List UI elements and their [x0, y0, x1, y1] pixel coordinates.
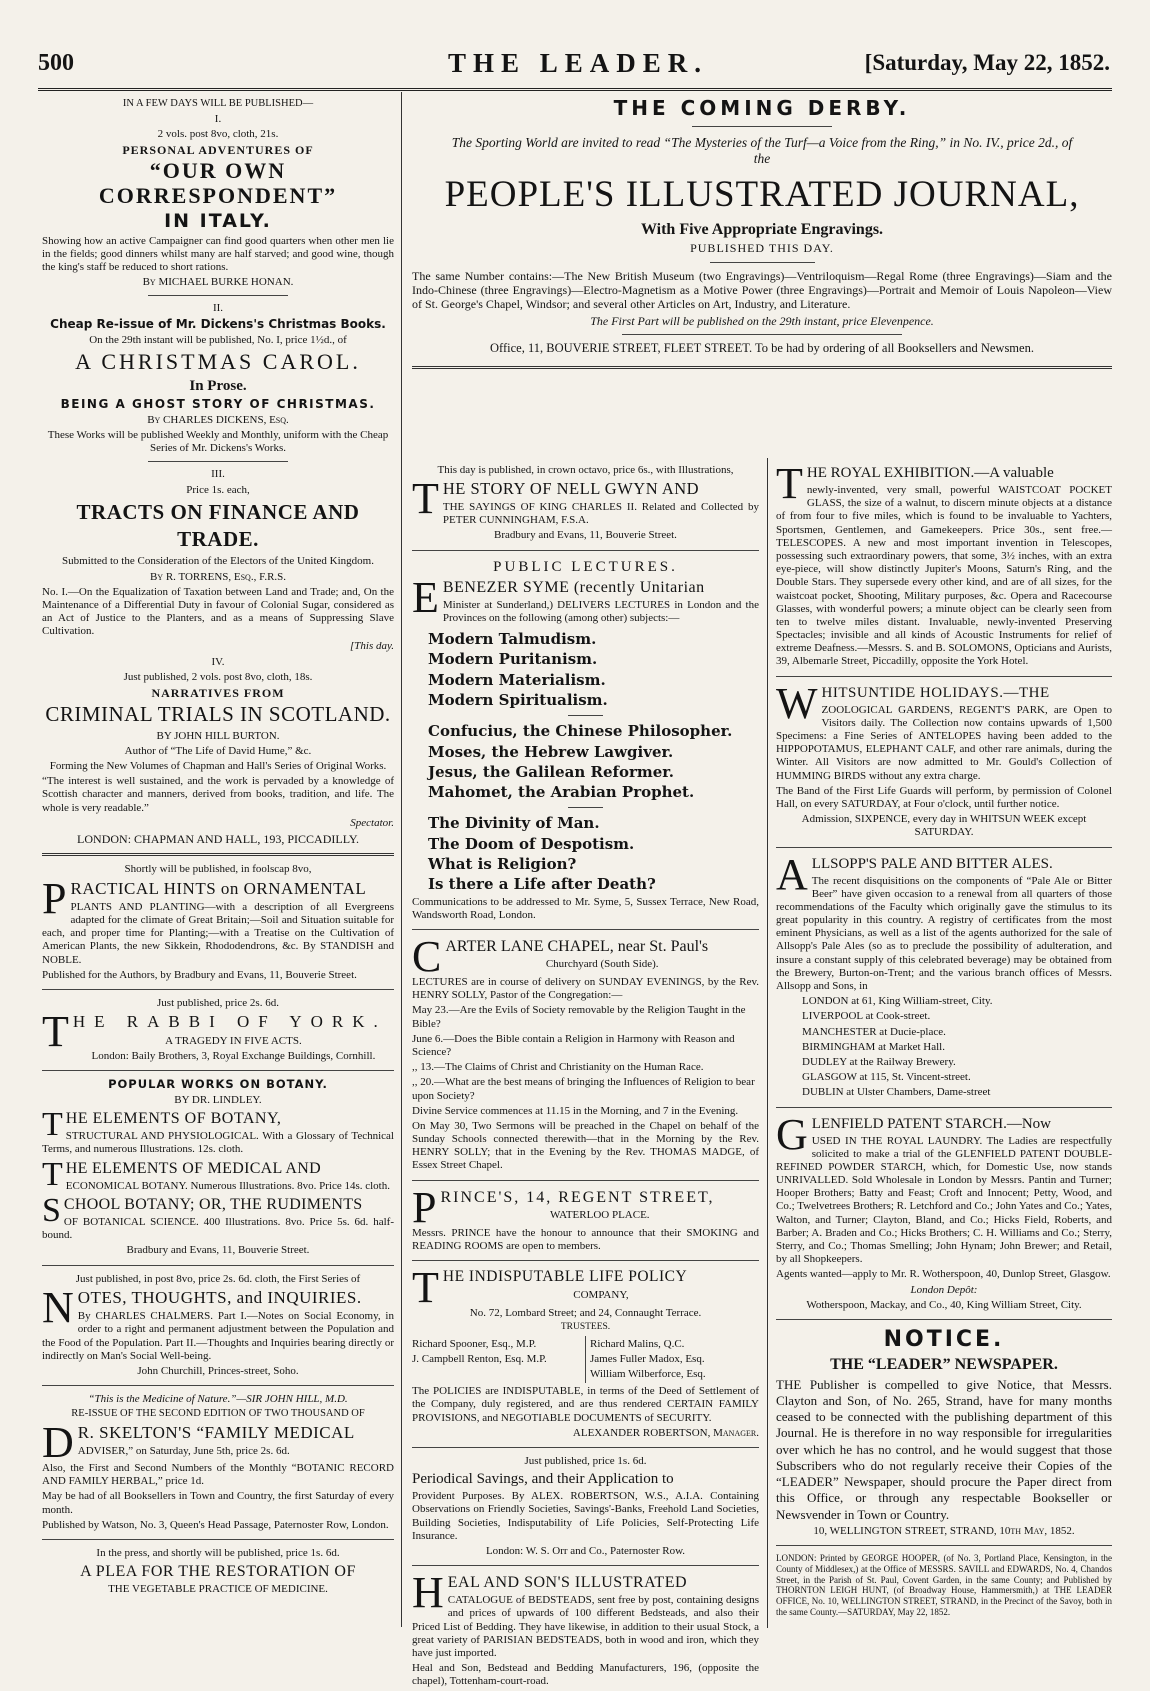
body: The Band of the First Life Guards will perform, by permission of Colonel Hall, on every SATURDAY, at Four o'clock, until further notice.	[776, 784, 1112, 810]
section-num: I.	[214, 112, 222, 125]
note: The First Part will be published on the 29th instant, price Elevenpence.	[590, 313, 934, 328]
drop-cap: A	[776, 849, 808, 899]
notice-subtitle: THE “LEADER” NEWSPAPER.	[830, 1356, 1058, 1374]
body: STRUCTURAL AND PHYSIOLOGICAL. With a Glossary of Technical Terms, and numerous Illustrations. 12s. cloth.	[42, 1130, 394, 1156]
issue-date: [Saturday, May 22, 1852.	[864, 50, 1110, 75]
author: By MICHAEL BURKE HONAN.	[142, 276, 294, 289]
address: Wotherspoon, Mackay, and Co., 40, King William Street, City.	[806, 1298, 1082, 1311]
drop-cap: S	[42, 1191, 61, 1229]
notice-body: THE Publisher is compelled to give Notice, that Messrs. Clayton and Son, of No. 265, Strand, have for many months ceased to be connected with the publishing department of this Journal. He is therefore in no way responsible for irregularities over which he has no control, and he would suggest that those Subscribers who do not regularly receive their Copies of the “LEADER” Newspaper, should procure the Paper direct from this Office, or through any respectable Bookseller or Newsvender in Town or Country.	[776, 1376, 1112, 1522]
heading: TRUSTEES.	[560, 1322, 611, 1333]
column-divider	[401, 92, 402, 1627]
body: Also, the First and Second Numbers of the Monthly “BOTANIC RECORD AND FAMILY HERBAL,” price 1d.	[42, 1461, 394, 1488]
note: [This day.	[349, 640, 394, 653]
quote: “The interest is well sustained, and the work is pervaded by a knowledge of Scottish character and manners, derived from books, tradition, and life. The whole is very readable.”	[42, 775, 394, 814]
section-num: III.	[211, 468, 225, 481]
title: A CHRISTMAS CAROL.	[75, 349, 361, 375]
journal-title: PEOPLE'S ILLUSTRATED JOURNAL,	[444, 174, 1080, 216]
lecture: The Doom of Despotism.	[428, 834, 635, 853]
office: DUDLEY at the Railway Brewery.	[802, 1055, 956, 1068]
trustee: J. Campbell Renton, Esq. M.P.	[412, 1352, 547, 1365]
drop-cap: T	[412, 474, 439, 524]
title: CRIMINAL TRIALS IN SCOTLAND.	[45, 702, 391, 727]
intro: In the press, and shortly will be published, price 1s. 6d.	[96, 1546, 340, 1559]
note: Forming the New Volumes of Chapman and Hall's Series of Original Works.	[49, 760, 387, 772]
body: ECONOMICAL BOTANY. Numerous Illustrations. 8vo. Price 14s. cloth.	[65, 1179, 390, 1192]
column-divider-2	[767, 458, 768, 1628]
body: By CHARLES CHALMERS. Part I.—Notes on Social Economy, in order to a right and permanent adjustment between the Population and the Food of the Population. Part II.—Thoughts and Inquiries bearing directly or indirectly on Man's Social Well-being.	[42, 1310, 394, 1362]
title: PERSONAL ADVENTURES OF	[122, 142, 314, 157]
office: LONDON at 61, King William-street, City.	[802, 995, 993, 1008]
price: Price 1s. each,	[186, 483, 250, 496]
body: May be had of all Booksellers in Town and Country, the first Saturday of every month.	[42, 1490, 394, 1516]
trustee: William Wilberforce, Esq.	[590, 1368, 706, 1380]
title: CHOOL BOTANY; OR, THE RUDIMENTS	[63, 1195, 363, 1213]
edition: 2 vols. post 8vo, cloth, 21s.	[157, 127, 279, 140]
title: R. SKELTON'S “FAMILY MEDICAL	[77, 1422, 355, 1442]
list-item: June 6.—Does the Bible contain a Religion in Harmony with Reason and Science?	[412, 1032, 735, 1058]
drop-cap: W	[776, 678, 818, 728]
body: Agents wanted—apply to Mr. R. Wotherspoon, 40, Dunlop Street, Glasgow.	[776, 1268, 1111, 1281]
subtitle: Submitted to the Consideration of the Electors of the United Kingdom.	[62, 555, 374, 568]
imprint: LONDON: Printed by GEORGE HOOPER, (of No. 3, Portland Place, Kensington, in the County of Middlesex,) at the Office of MESSRS. SAVILL and EDWARDS, No. 4, Chandos Street, in the Parish of St. Paul, Covent Garden, in the same County; and Published by THORNTON LEIGH HUNT, (of Broadway House, Hammersmith,) at THE LEADER OFFICE, No. 10, WELLINGTON STREET, STRAND, in the Precinct of the Savoy, both in the same County.—SATURDAY, May 22, 1852.	[776, 1552, 1112, 1617]
body: ZOOLOGICAL GARDENS, REGENT'S PARK, are Open to Visitors daily. The Collection now contains upwards of 1,500 Specimens: a Fine Series of ANTELOPES having been added to the HIPPOPOTAMUS, ELEPHANT CALF, and other rare animals, during the Winter. All Visitors are now admitted to Mr. Gould's Collection of HUMMING BIRDS without any extra charge.	[776, 703, 1112, 782]
publisher: Bradbury and Evans, 11, Bouverie Street.	[126, 1244, 310, 1257]
heading: PUBLIC LECTURES.	[493, 558, 678, 575]
description: No. I.—On the Equalization of Taxation between Land and Trade; and, On the Maintenance of a Differential Duty in favour of Colonial Sugar, considered as an Act of Justice to the Planters, and as a means of Suppressing Slave Cultivation.	[42, 585, 394, 638]
title: HE INDISPUTABLE LIFE POLICY	[442, 1268, 688, 1286]
trustee: Richard Malins, Q.C.	[590, 1337, 685, 1350]
published: PUBLISHED THIS DAY.	[690, 241, 834, 256]
lecture: Modern Materialism.	[428, 670, 606, 689]
intro: Just published, in post 8vo, price 2s. 6d. cloth, the First Series of	[75, 1272, 361, 1285]
notice-date: 10, WELLINGTON STREET, STRAND, 10th May, 1852.	[813, 1524, 1075, 1537]
body: newly-invented, very small, powerful WAISTCOAT POCKET GLASS, the size of a walnut, to discern minute objects at a distance of from four to five miles, which is found to be invaluable to Yachters, Sportsmen, Gentlemen, and Gamekeepers. Price 30s., sent free.—TELESCOPES. A new and most important invention in Telescopes, possessing such extraordinary powers, that some, 3½ inches, with an extra eye-piece, will show distinctly Jupiter's Moons, Saturn's Ring, and the Double Stars. They supersede every other kind, and are of all sizes, for the waistcoat pocket, Shooting, Military purposes, &c. Opera and Racecourse Glasses, with wonderful powers; a minute object can be clearly seen from ten to twelve miles distant. Invaluable, newly-invented Preserving Spectacles; invisible and all kinds of Acoustic Instruments for relief of extreme Deafness.—Messrs. S. and B. SOLOMONS, Opticians and Aurists, 39, Albemarle Street, Piccadilly, opposite the York Hotel.	[776, 484, 1112, 668]
drop-cap: T	[42, 1007, 69, 1057]
list-item: ,, 20.—What are the best means of bringing the Influences of Religion to bear upon Society?	[412, 1076, 755, 1102]
header-rule	[38, 88, 1112, 91]
notice-title: NOTICE.	[883, 1326, 1005, 1352]
publisher: Bradbury and Evans, 11, Bouverie Street.	[494, 529, 677, 542]
publisher: London: W. S. Orr and Co., Paternoster Row.	[485, 1544, 686, 1557]
author: By R. TORRENS, Esq., F.R.S.	[149, 570, 287, 583]
title: IN ITALY.	[164, 209, 272, 232]
body: The recent disquisitions on the components of “Pale Ale or Bitter Beer” have given occasion to a renewal from all quarters of those recommendations of the Faculty which originally gave the stimulus to its great popularity in this country. A registry of certificates from the most eminent Physicians, as well as a list of the agents authorized for the sale of Allsopp's Pale Ales (so as to preclude the possibility of adulteration, and insure a constant supply of this celebrated beverage) may be obtained from the Brewery, Burton-on-Trent; and the various branch offices of Messrs. Allsopp and Sons, in	[776, 874, 1112, 992]
title: HE ELEMENTS OF BOTANY,	[65, 1109, 282, 1127]
drop-cap: T	[42, 1105, 63, 1143]
list-item: May 23.—Are the Evils of Society removable by the Religion Taught in the Bible?	[412, 1004, 746, 1030]
intro: Just published, price 1s. 6d.	[524, 1454, 647, 1467]
title: LENFIELD PATENT STARCH.—Now	[811, 1115, 1052, 1132]
drop-cap: G	[776, 1109, 808, 1159]
trustee: James Fuller Madox, Esq.	[590, 1352, 705, 1365]
office: DUBLIN at Ulster Chambers, Dame-street	[802, 1086, 991, 1099]
heading: POPULAR WORKS ON BOTANY.	[108, 1076, 328, 1091]
section-num: IV.	[211, 655, 225, 668]
body: The POLICIES are INDISPUTABLE, in terms of the Deed of Settlement of the Company, duly registered, and are thus rendered CERTAIN FAMILY PROVISIONS, and NEGOTIABLE DOCUMENTS of SECURITY.	[412, 1385, 759, 1424]
lecture: Jesus, the Galilean Reformer.	[428, 762, 675, 781]
title: HE STORY OF NELL GWYN AND	[442, 479, 700, 499]
title: ARTER LANE CHAPEL, near St. Paul's	[445, 938, 709, 956]
body: LECTURES are in course of delivery on SUNDAY EVENINGS, by the Rev. HENRY SOLLY, Pastor of the Congregation:—	[412, 976, 759, 1002]
drop-cap: T	[412, 1263, 439, 1313]
drop-cap: T	[42, 1155, 63, 1193]
author: By CHARLES DICKENS, Esq.	[147, 413, 289, 426]
section-num: II.	[212, 302, 224, 315]
office: MANCHESTER at Ducie-place.	[802, 1025, 946, 1038]
lecture: Confucius, the Chinese Philosopher.	[428, 722, 733, 741]
lecture: Is there a Life after Death?	[428, 875, 656, 894]
author: BY JOHN HILL BURTON.	[156, 729, 280, 742]
lecture: Modern Spiritualism.	[428, 691, 608, 709]
lecture: Modern Puritanism.	[428, 650, 598, 669]
body: Minister at Sunderland,) DELIVERS LECTURES in London and the Provinces on the following (among other) subjects:—	[442, 598, 759, 624]
column-right	[776, 459, 1112, 1620]
intro: Just published, price 2s. 6d.	[157, 997, 279, 1010]
drop-cap: N	[42, 1282, 74, 1332]
drop-cap: P	[412, 1182, 437, 1232]
title: RINCE'S, 14, REGENT STREET,	[440, 1188, 715, 1206]
intro: Shortly will be published, in foolscap 8vo,	[124, 863, 312, 876]
title: RACTICAL HINTS on ORNAMENTAL	[70, 878, 367, 898]
banner-title: THE COMING DERBY.	[613, 96, 911, 120]
body: PLANTS AND PLANTING—with a description of all Evergreens adapted for the climate of Great Britain;—Soil and Situation suitable for each, and proper time for Planting;—with a Treatise on the Cultivation of American Plants, the new Sikkein, Rhododendrons, &c. By STANDISH and NOBLE.	[42, 900, 394, 966]
subtitle: WATERLOO PLACE.	[549, 1208, 650, 1221]
title: EAL AND SON'S ILLUSTRATED	[447, 1574, 688, 1592]
body: ADVISER,” on Saturday, June 5th, price 2s. 6d.	[77, 1445, 290, 1458]
subtitle: Churchyard (South Side).	[545, 958, 659, 971]
derby-banner	[412, 94, 1112, 376]
office: BIRMINGHAM at Market Hall.	[802, 1040, 945, 1053]
trustee-table	[412, 1336, 759, 1384]
publisher: LONDON: CHAPMAN AND HALL, 193, PICCADILLY.	[77, 831, 359, 846]
drop-cap: E	[412, 572, 439, 622]
office: Office, 11, BOUVERIE STREET, FLEET STREET. To be had by ordering of all Booksellers and Newsmen.	[490, 341, 1034, 356]
body: Messrs. PRINCE have the honour to announce that their SMOKING and READING ROOMS are open to members.	[412, 1226, 759, 1252]
title: BENEZER SYME (recently Unitarian	[442, 578, 705, 596]
list-item: ,, 13.—The Claims of Christ and Christianity on the Human Race.	[412, 1061, 704, 1074]
lecture: The Divinity of Man.	[428, 814, 600, 833]
body: Divine Service commences at 11.15 in the Morning, and 7 in the Evening.	[412, 1104, 739, 1117]
invite: The Sporting World are invited to read “The Mysteries of the Turf—a Voice from the Ring,” in No. IV., price 2d., of the	[451, 135, 1073, 167]
publisher: London: Baily Brothers, 3, Royal Exchange Buildings, Cornhill.	[91, 1049, 376, 1062]
subtitle: COMPANY,	[573, 1288, 629, 1301]
subtitle: With Five Appropriate Engravings.	[640, 221, 884, 239]
title: HE RABBI OF YORK.	[72, 1012, 387, 1032]
intro: IN A FEW DAYS WILL BE PUBLISHED—	[122, 98, 314, 109]
notice: RE-ISSUE OF THE SECOND EDITION OF TWO THOUSAND OF	[71, 1408, 365, 1420]
note: These Works will be published Weekly and Monthly, uniform with the Cheap Series of Mr. Dickens's Works.	[47, 429, 389, 455]
publisher: John Churchill, Princes-street, Soho.	[137, 1364, 299, 1377]
address: No. 72, Lombard Street; and 24, Connaught Terrace.	[469, 1307, 702, 1320]
publisher: Published for the Authors, by Bradbury and Evans, 11, Bouverie Street.	[42, 968, 357, 981]
title: HITSUNTIDE HOLIDAYS.—THE	[821, 684, 1050, 701]
note: Author of “The Life of David Hume,” &c.	[124, 744, 312, 757]
subtitle: BEING A GHOST STORY OF CHRISTMAS.	[60, 397, 376, 412]
title: HE ELEMENTS OF MEDICAL AND	[65, 1159, 321, 1177]
address: Heal and Son, Bedstead and Bedding Manufacturers, 196, (opposite the chapel), Tottenham-court-road.	[412, 1662, 759, 1688]
author: BY DR. LINDLEY.	[174, 1093, 262, 1106]
page-header	[38, 44, 1110, 90]
subtitle: In Prose.	[189, 378, 247, 395]
title: HE ROYAL EXHIBITION.—A valuable	[806, 465, 1054, 481]
title: TRACTS ON FINANCE AND TRADE.	[76, 499, 360, 552]
title: OTES, THOUGHTS, and INQUIRIES.	[77, 1287, 362, 1307]
body: On May 30, Two Sermons will be preached in the Chapel on behalf of the Sunday Schools connected therewith—that in the Morning by the Rev. HENRY SOLLY; that in the Evening by the Rev. THOMAS MADGE, of Essex Street Chapel.	[412, 1119, 759, 1172]
lecture: Modern Talmudism.	[428, 630, 597, 649]
contents: The same Number contains:—The New British Museum (two Engravings)—Ventriloquism—Regal Rome (three Engravings)—Siam and the Indo-Chinese (three Engravings)—Electro-Magnetism as a Motive Power (three Engravings)—Portrait and Memoir of Louis Napoleon—View of St. George's Chapel, Windsor; and several other Articles on Art, Industry, and Literature.	[412, 268, 1112, 312]
manager: ALEXANDER ROBERTSON, Manager.	[572, 1426, 759, 1439]
depot: London Depôt:	[910, 1283, 978, 1296]
notice: On the 29th instant will be published, No. I, price 1½d., of	[89, 333, 347, 346]
subtitle: THE VEGETABLE PRACTICE OF MEDICINE.	[108, 1583, 328, 1596]
lecture: Mahomet, the Arabian Prophet.	[428, 783, 695, 802]
drop-cap: P	[42, 873, 67, 923]
title: NARRATIVES FROM	[151, 686, 285, 701]
edition: Just published, 2 vols. post 8vo, cloth, 18s.	[123, 670, 313, 683]
subtitle: A TRAGEDY IN FIVE ACTS.	[165, 1034, 302, 1047]
publisher: Published by Watson, No. 3, Queen's Head Passage, Paternoster Row, London.	[42, 1518, 389, 1531]
office: GLASGOW at 115, St. Vincent-street.	[802, 1071, 971, 1084]
description: Showing how an active Campaigner can find good quarters when other men lie in the fields; good dinners whilst many are half starved; and good wine, though the king's staff be reduced to short rations.	[42, 234, 394, 273]
intro: This day is published, in crown octavo, price 6s., with Illustrations,	[437, 464, 734, 476]
admission: Admission, SIXPENCE, every day in WHITSUN WEEK except SATURDAY.	[801, 813, 1087, 839]
quote: “This is the Medicine of Nature.”—SIR JOHN HILL, M.D.	[88, 1393, 348, 1406]
title: Periodical Savings, and their Application to	[412, 1471, 674, 1488]
contact: Communications to be addressed to Mr. Syme, 5, Sussex Terrace, New Road, Wandsworth Road, London.	[412, 895, 759, 921]
quote-source: Spectator.	[350, 816, 394, 829]
drop-cap: H	[412, 1568, 444, 1618]
drop-cap: T	[776, 459, 803, 508]
title: LLSOPP'S PALE AND BITTER ALES.	[811, 855, 1053, 872]
heading: Cheap Re-issue of Mr. Dickens's Christmas Books.	[50, 317, 386, 332]
column-middle	[412, 462, 759, 1691]
lecture: Moses, the Hebrew Lawgiver.	[428, 742, 674, 761]
drop-cap: C	[412, 932, 442, 982]
lecture: What is Religion?	[428, 855, 577, 874]
body: OF BOTANICAL SCIENCE. 400 Illustrations. 8vo. Price 5s. 6d. half-bound.	[42, 1216, 394, 1242]
column-left	[42, 96, 394, 1598]
body: CATALOGUE of BEDSTEADS, sent free by post, containing designs and prices of upwards of 100 different Bedsteads, and also their Priced List of Bedding. They have likewise, in addition to their usual Stock, a great variety of PARISIAN BEDSTEADS, both in wood and iron, which they have just imported.	[412, 1594, 759, 1659]
page-number: 500	[38, 50, 74, 76]
newspaper-title: THE LEADER.	[448, 48, 709, 78]
body: THE SAYINGS OF KING CHARLES II. Related and Collected by PETER CUNNINGHAM, F.S.A.	[442, 500, 759, 527]
drop-cap: D	[42, 1417, 74, 1467]
body: Provident Purposes. By ALEX. ROBERTSON, W.S., A.I.A. Containing Observations on Friendly Societies, Savings'-Banks, Freehold Land Societies, Building Societies, Indisputability of Life Policies, Self-Protecting Life Insurance.	[412, 1490, 759, 1542]
trustee: Richard Spooner, Esq., M.P.	[412, 1337, 537, 1350]
body: USED IN THE ROYAL LAUNDRY. The Ladies are respectfully solicited to make a trial of the GLENFIELD PATENT DOUBLE-REFINED POWDER STARCH, which, for Domestic Use, now stands UNRIVALLED. Sold Wholesale in London by Messrs. Pantin and Turner; Hooper Brothers; Batty and Feast; Croft and Innocent; Petty, Wood, and Co.; Twelvetrees Brothers; R. Letchford and Co.; John Yates and Co.; Yates, Walton, and Turner; Clayton, Bland, and Co.; Hicks Field, Roberts, and Barber; A. Braden and Co.; Hicks Brothers; C. H. Williams and Co.; Sterry, Sterry, and Co.; Thomas Smelling; John Hynam; John Brewer; and Retail, by all Shopkeepers.	[776, 1134, 1112, 1266]
title: A PLEA FOR THE RESTORATION OF	[80, 1563, 356, 1581]
office: LIVERPOOL at Cook-street.	[802, 1010, 931, 1023]
title: “OUR OWN CORRESPONDENT”	[98, 158, 338, 208]
